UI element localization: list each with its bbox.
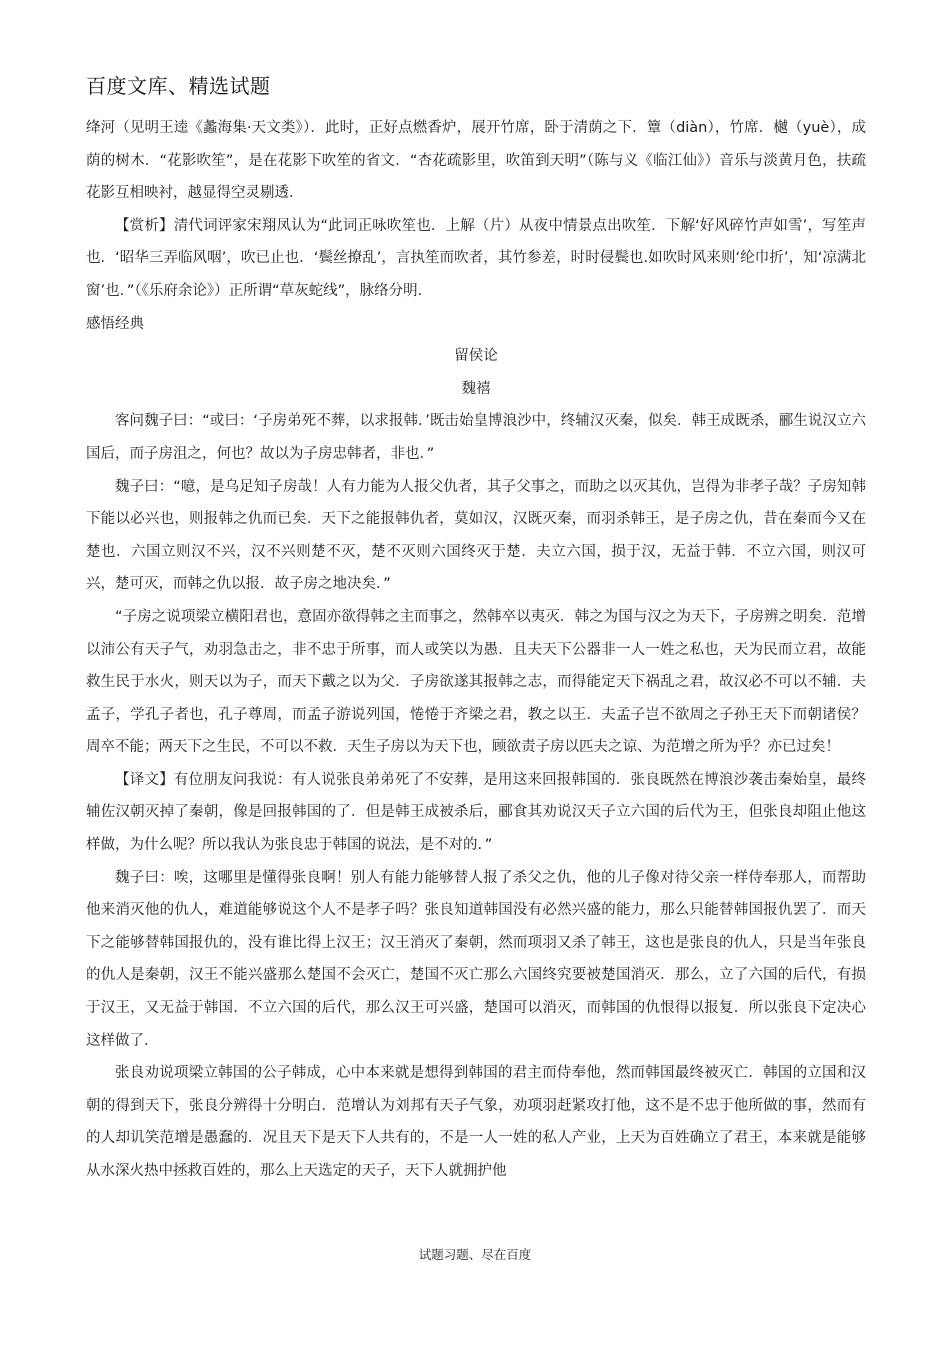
translation-paragraph: 魏子曰：唉，这哪里是懂得张良啊！别人有能力能够替人报了杀父之仇，他的儿子像对待父亲一样侍奉那人，而帮助他来消灭他的仇人，难道能够说这个人不是孝子吗？张良知道韩国没有必然兴盛的能力，那么只能替韩国报仇罢了．而天下之能够替韩国报仇的，没有谁比得上汉王；汉王消灭了秦朝，然而项羽又杀了韩王，这也是张良的仇人，只是当年张良的仇人是秦朝，汉王不能兴盛那么楚国不会灭亡，楚国不灭亡那么六国终究要被楚国消灭．那么，立了六国的后代，有损于汉王，又无益于韩国．不立六国的后代，那么汉王可兴盛，楚国可以消灭，而韩国的仇恨得以报复．所以张良下定决心这样做了． — [86, 869, 866, 1049]
translation-paragraph: 【译文】有位朋友问我说：有人说张良弟弟死了不安葬，是用这来回报韩国的．张良既然在博浪沙袭击秦始皇，最终辅佐汉朝灭掉了秦朝，像是回报韩国的了．但是韩王成被杀后，郦食其劝说汉天子立六国的后代为王，但张良却阻止他这样做，为什么呢？所以我认为张良忠于韩国的说法，是不对的．” — [86, 771, 866, 854]
essay-author: 魏禧 — [461, 380, 491, 397]
essay-paragraph: 魏子曰：“噫，是乌足知子房哉！人有力能为人报父仇者，其子父事之，而助之以灭其仇，岂得为非孝子哉？子房知韩下能以必兴也，则报韩之仇而已矣．天下之能报韩仇者，莫如汉，汉既灭秦，而羽杀韩王，是子房之仇，昔在秦而今又在楚也．六国立则汉不兴，汉不兴则楚不灭，楚不灭则六国终灭于楚．夫立六国，损于汉，无益于韩．不立六国，则汉可兴，楚可灭，而韩之仇以报．故子房之地决矣．” — [86, 478, 866, 593]
document-body — [86, 112, 866, 1188]
annotation-continuation: 绛河（见明王逵《蠡海集·天文类》）．此时，正好点燃香炉，展开竹席，卧于清荫之下．簟（diàn），竹席．樾（yuè），成荫的树木．“花影吹笙”，是在花影下吹笙的省文．“杏花疏影里，吹笛到天明”（陈与义《临江仙》）音乐与淡黄月色，扶疏花影互相映衬，越显得空灵剔透． — [86, 120, 866, 202]
essay-paragraph: 客问魏子曰：“或曰：‘子房弟死不葬，以求报韩．’既击始皇博浪沙中，终辅汉灭秦，似矣．韩王成既杀，郦生说汉立六国后，而子房沮之，何也？故以为子房忠韩者，非也．” — [86, 413, 866, 462]
appreciation-paragraph: 【赏析】清代词评家宋翔凤认为“此词正咏吹笙也．上解（片）从夜中情景点出吹笙．下解‘好风碎竹声如雪’，写笙声也．‘昭华三弄临风咽’，吹已止也．‘鬓丝撩乱’，言执笙而吹者，其竹参差，时时侵鬓也.如吹时风来则‘纶巾折’，知‘凉满北窗’也．”（《乐府余论》）正所谓“草灰蛇线”，脉络分明． — [86, 217, 866, 299]
essay-paragraph: “子房之说项梁立横阳君也，意固亦欲得韩之主而事之，然韩卒以夷灭．韩之为国与汉之为天下，子房辨之明矣．范增以沛公有天子气，劝羽急击之，非不忠于所事，而人或笑以为愚．且夫天下公器非一人一姓之私也，天为民而立君，故能救生民于水火，则天以为子，而天下戴之以为父．子房欲遂其报韩之志，而得能定天下祸乱之君，故汉必不可以不辅．夫孟子，学孔子者也，孔子尊周，而孟子游说列国，惓惓于齐梁之君，教之以王．夫孟子岂不欲周之子孙王天下而朝诸侯？周卒不能；两天下之生民，不可以不救．天生子房以为天下也，顾欲责子房以匹夫之谅、为范增之所为乎？亦已过矣！ — [86, 608, 866, 756]
page-header-title: 百度文库、精选试题 — [86, 74, 271, 98]
section-label: 感悟经典 — [86, 315, 144, 332]
page-footer: 试题习题、尽在百度 — [418, 1247, 532, 1262]
essay-title: 留侯论 — [454, 348, 498, 365]
translation-paragraph: 张良劝说项梁立韩国的公子韩成，心中本来就是想得到韩国的君主而侍奉他，然而韩国最终被灭亡．韩国的立国和汉朝的得到天下，张良分辨得十分明白．范增认为刘邦有天子气象，劝项羽赶紧攻打他，这不是不忠于他所做的事，然而有的人却讥笑范增是愚蠢的．况且天下是天下人共有的，不是一人一姓的私人产业，上天为百姓确立了君王，本来就是能够从水深火热中拯救百姓的，那么上天选定的天子，天下人就拥护他 — [86, 1065, 866, 1179]
